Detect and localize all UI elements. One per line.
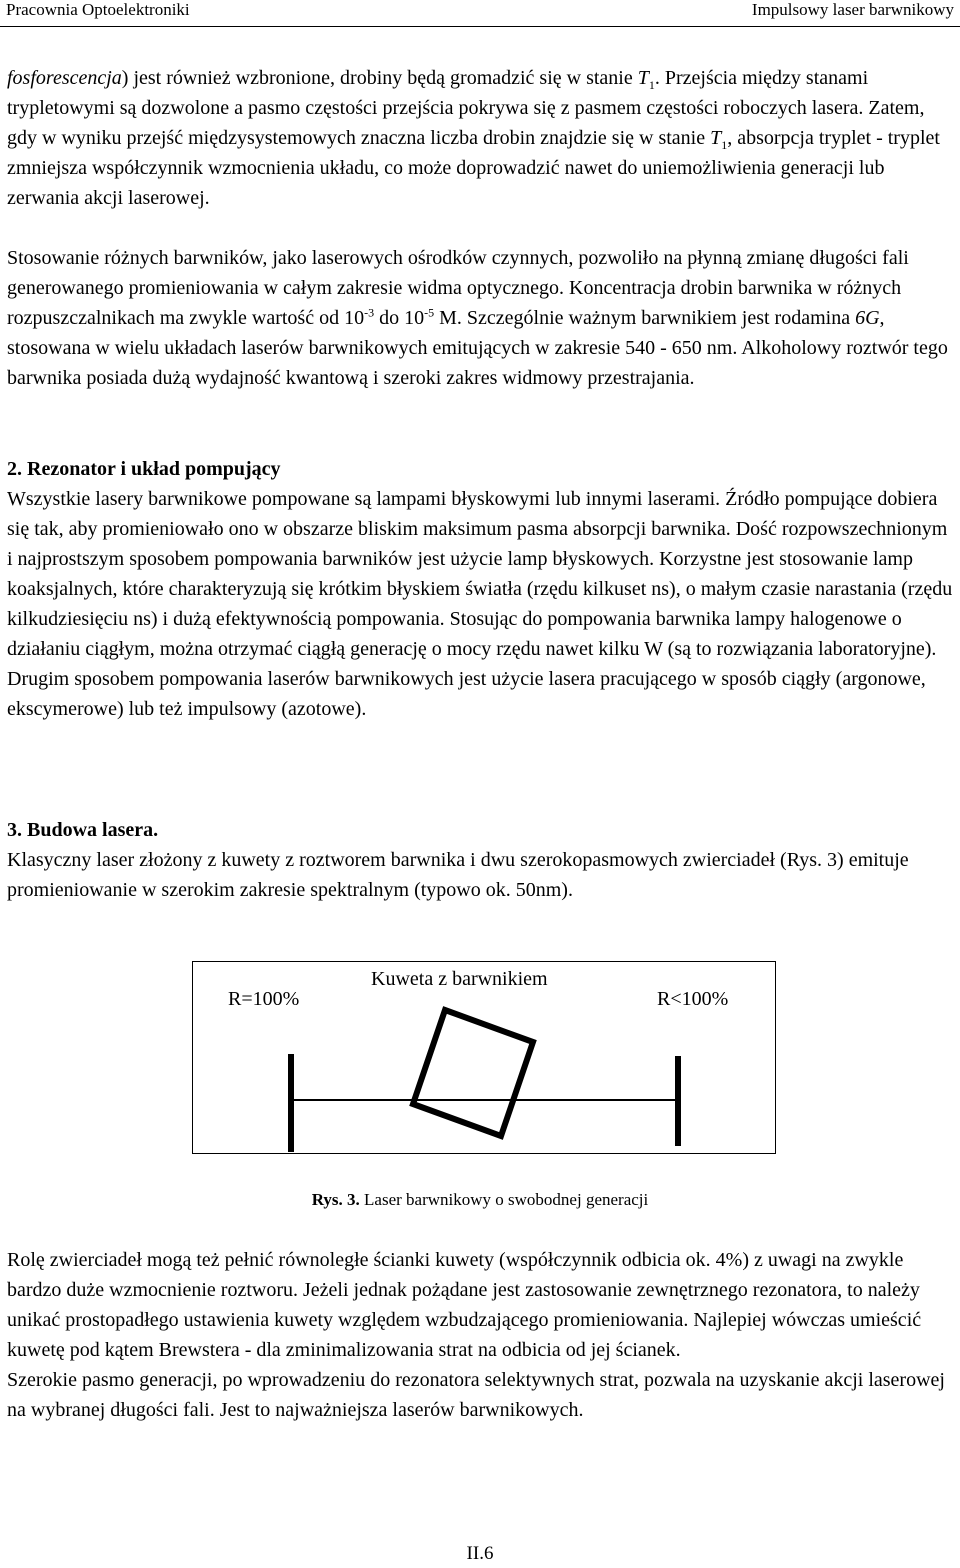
caption-text: Laser barwnikowy o swobodnej generacji xyxy=(359,1190,649,1209)
symbol-t: T xyxy=(710,127,722,149)
text-segment: M. Szczególnie ważnym barwnikiem jest rodamina xyxy=(434,307,856,329)
text-segment: , absorpcja tryplet - tryplet zmniejsza współczynnik wzmocnienia układu, co może doprowadzić nawet do uniemożliwienia generacji lub zerwania akcji laserowej. xyxy=(7,127,940,209)
paragraph: Rolę zwierciadeł mogą też pełnić równoległe ścianki kuwety (współczynnik odbicia ok. 4%) z uwagi na zwykle bardzo duże wzmocnienie roztworu. Jeżeli jednak pożądane jest zastosowanie zewnętrznego rezonatora, to należy unikać prostopadłego ustawienia kuwety względem wzbudzającego promieniowania. Najlepiej wówczas umieścić kuwetę pod kątem Brewstera - dla zminimalizowania strat na odbicia od jej ścianek. xyxy=(7,1249,922,1361)
section-resonator xyxy=(7,454,955,724)
symbol-t-subscript: 1 xyxy=(648,78,655,92)
symbol-t: T xyxy=(637,67,649,89)
cuvette-shape xyxy=(413,1010,533,1136)
label-cuvette: Kuweta z barwnikiem xyxy=(371,968,548,990)
paragraph-dyes xyxy=(7,243,955,393)
header-rule xyxy=(0,26,960,27)
text-segment: do 10 xyxy=(374,307,425,329)
header-left-title: Pracownia Optoelektroniki xyxy=(6,0,190,19)
text-segment: Stosowanie różnych barwników, jako laserowych ośrodków czynnych, pozwoliło na płynną zmianę długości fali generowanego promieniowania w całym zakresie widma optycznego. Koncentracja drobin barwnika w różnych rozpuszczalnikach ma zwykle wartość od 10 xyxy=(7,247,909,329)
section-body: Wszystkie lasery barwnikowe pompowane są lampami błyskowymi lub innymi laserami. Źródło pompujące dobiera się tak, aby promieniowało ono w obszarze bliskim maksimum pasma absorpcji barwnika. Dość rozpowszechnionym i najprostszym sposobem pompowania barwników jest użycie lamp błyskowych. Korzystne jest stosowanie lamp koaksjalnych, które charakteryzują się krótkim błyskiem światła (rzędu kilkuset ns), o małym czasie narastania (rzędu kilkudziesięciu ns) i dużą efektywnością pompowania. Stosując do pompowania barwnika lampy halogenowe o działaniu ciągłym, można otrzymać ciągłą generację o mocy rzędu nawet kilku W (są to rozwiązania laboratoryjne). Drugim sposobem pompowania laserów barwnikowych jest użycie lasera pracującego w sposób ciągły (argonowe, ekscymerowe) lub też impulsowy (azotowe). xyxy=(7,488,953,720)
page-number: II.6 xyxy=(466,1543,494,1564)
caption-number: Rys. 3. xyxy=(311,1190,360,1209)
paragraph-triplet-states xyxy=(7,63,955,213)
symbol-t-subscript: 1 xyxy=(721,138,728,152)
text-segment: . Przejścia między stanami trypletowymi są dozwolone a pasmo częstości przejścia pokrywa się z pasmem częstości roboczych lasera. Zatem, gdy w wyniku przejść międzysystemowych znaczna liczba drobin znajdzie się w stanie xyxy=(7,67,925,149)
dye-name-6g: 6G xyxy=(855,307,880,329)
text-segment: , stosowana w wielu układach laserów barwnikowych emitujących w zakresie 540 - 650 nm. Alkoholowy roztwór tego barwnika posiada dużą wydajność kwantową i szeroki zakres widmowy przestrajania. xyxy=(7,307,948,389)
exponent: -3 xyxy=(364,305,375,320)
figure-caption xyxy=(0,1190,960,1210)
section-heading: 2. Rezonator i układ pompujący xyxy=(7,458,281,480)
section-body: Klasyczny laser złożony z kuwety z roztworem barwnika i dwu szerokopasmowych zwierciadeł (Rys. 3) emituje promieniowanie w szerokim zakresie spektralnym (typowo ok. 50nm). xyxy=(7,849,909,901)
page-header xyxy=(0,0,960,30)
section-laser-construction xyxy=(7,815,955,905)
text-segment: ) jest również wzbronione, drobiny będą gromadzić się w stanie xyxy=(121,67,638,89)
section-mirrors-discussion xyxy=(7,1245,955,1425)
laser-diagram xyxy=(192,961,776,1154)
exponent: -5 xyxy=(424,305,435,320)
label-mirror-left: R=100% xyxy=(228,988,300,1010)
label-mirror-right: R<100% xyxy=(657,988,729,1010)
section-heading: 3. Budowa lasera. xyxy=(7,819,159,841)
term-fosforescencja: fosforescencja xyxy=(7,67,122,89)
paragraph: Szerokie pasmo generacji, po wprowadzeniu do rezonatora selektywnych strat, pozwala na uzyskanie akcji laserowej na wybranej długości fali. Jest to najważniejsza laserów barwnikowych. xyxy=(7,1369,945,1421)
header-right-title: Impulsowy laser barwnikowy xyxy=(751,0,954,19)
